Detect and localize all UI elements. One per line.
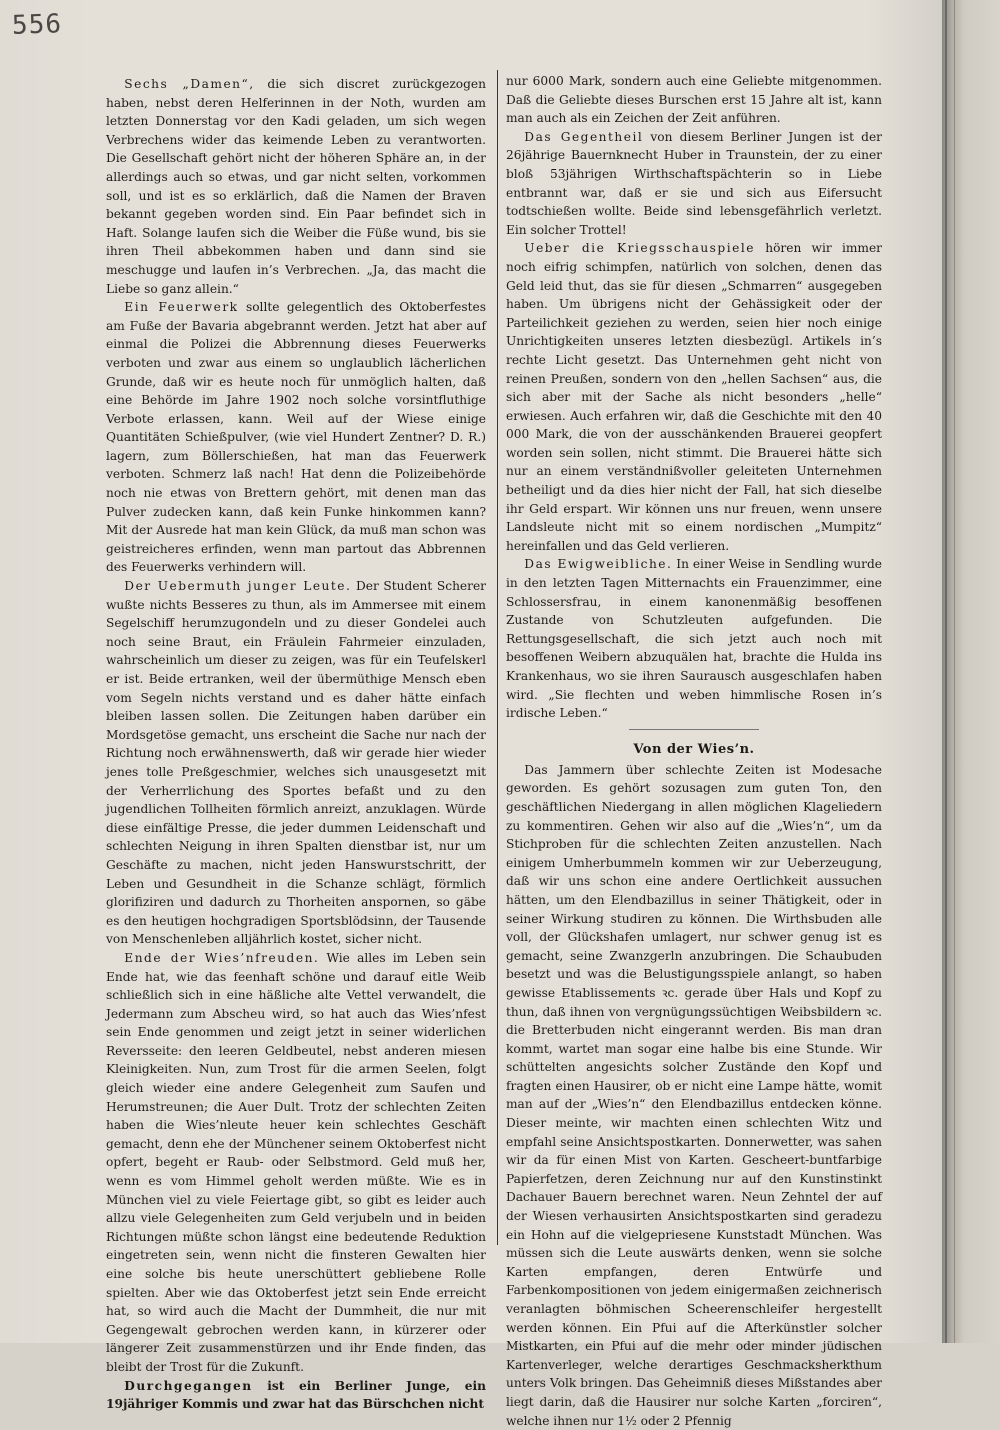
column-divider (497, 70, 498, 1245)
article-gegentheil (506, 128, 882, 240)
section-divider (629, 729, 759, 730)
article-continuation (506, 72, 882, 128)
article-text: nur 6000 Mark, sondern auch eine Geliebte mitgenommen. Daß die Geliebte dieses Burschen erst 15 Jahre alt ist, kann man auch als ein Zeichen der Zeit anführen. (506, 74, 882, 126)
article-lead: Durchgegangen (124, 1378, 253, 1393)
article-text: Der Student Scherer wußte nichts Besseres zu thun, als im Ammersee mit einem Segelschiff herumzugondeln und zu dieser Gondelei auch noch seine Braut, ein Fräulein Fahrmeier einzuladen, wahrscheinlich um dieser zu zeigen, was für ein Teufelskerl er ist. Beide ertranken, weil der übermüthige Mensch eben vom Segeln nichts verstand und es daher hätte einfach bleiben lassen sollen. Die Zeitungen haben darüber ein Mordsgetöse gemacht, uns erscheint die Sache nur nach der Richtung noch erwähnenswerth, daß wir gerade hier wieder jenes tolle Preßgeschmier, welches sich unausgesetzt mit der Verherrlichung des Sportes befaßt und zu den jugendlichen Tollheiten förmlich anreizt, anzuklagen. Würde diese einfältige Presse, die jeder dummen Leidenschaft und schlechten Neigung in ihren Spalten dienstbar ist, nur um Geschäfte zu machen, nicht jeden Hanswurstschritt, der Leben und Gesundheit in die Schanze schlägt, förmlich glorifiziren und dadurch zu Thorheiten anspornen, so gäbe es den heutigen hochgradigen Sportsblödsinn, der Tausende von Menschenleben alljährlich kostet, sicher nicht. (106, 579, 486, 947)
section-heading: Von der Wies’n. (633, 741, 755, 757)
article-damen (106, 75, 486, 298)
left-column (106, 75, 487, 1412)
article-durchgegangen (106, 1377, 486, 1414)
edge-line (954, 0, 955, 1343)
article-von-der-wiesn (506, 761, 882, 1430)
article-text: Wie alles im Leben sein Ende hat, wie das feenhaft schöne und darauf eitle Weib schließlich sich in eine häßliche alte Vettel verwandelt, die Jedermann zum Abscheu wird, so hat auch das Wies’nfest sein Ende genommen und zeigt jetzt in seiner widerlichen Reversseite: den leeren Geldbeutel, nebst anderen miesen Kleinigkeiten. Nun, zum Trost für die armen Seelen, folgt gleich wieder eine andere Gelegenheit zum Saufen und Herumstreunen; die Auer Dult. Trotz der schlechten Zeiten haben die Wies’nleute heuer kein schlechtes Geschäft gemacht, denn ehe der Münchener seinem Oktoberfest nicht opfert, begeht er Raub- oder Selbstmord. Geld muß her, wenn es vom Himmel geholt werden müßte. Wie es in München viel zu viele Feiertage gibt, so gibt es leider auch allzu viele Gelegenheiten zum Geld verjubeln und in beiden Richtungen müßte schon längst eine bedeutende Reduktion eingetreten sein, wenn nicht die finsteren Gewalten hier eine solche bis heute unerschüttert gebliebene Rolle spielten. Aber wie das Oktoberfest jetzt sein Ende erreicht hat, so wird auch die Macht der Dummheit, die nur mit Gegengewalt gebrochen werden kann, in kürzerer oder längerer Zeit zusammenstürzen und ihr Ende finden, das bleibt der Trost für die Zukunft. (106, 950, 486, 1374)
article-lead: Das Gegentheil (524, 129, 644, 144)
article-text: In einer Weise in Sendling wurde in den letzten Tagen Mitternachts ein Frauenzimmer, eine Schlossersfrau, in einem kanonenmäßig besoffenen Zustande von Schutzleuten aufgefunden. Die Rettungsgesellschaft, die sich jetzt auch noch mit besoffenen Weibern abzuquälen hat, brachte die Hulda ins Krankenhaus, wo sie ihren Saurausch ausgeschlafen haben wird. „Sie flechten und weben himmlische Rosen in’s irdische Leben.“ (506, 557, 882, 721)
article-kriegsschauspiele (506, 239, 882, 555)
article-lead: Ueber die Kriegsschauspiele (524, 241, 755, 256)
article-lead: Sechs „Damen“, (124, 77, 255, 91)
article-text: Das Jammern über schlechte Zeiten ist Modesache geworden. Es gehört sozusagen zum guten Ton, den geschäftlichen Niedergang in allen möglichen Klageliedern zu kommentiren. Gehen wir also auf die „Wies’n“, um da Stichproben für die schlechten Zeiten anzustellen. Nach einigem Umherbummeln kommen wir zur Ueberzeugung, daß wir uns schon eine andere Oertlichkeit aussuchen hätten, um den Elendbazillus in seiner Thätigkeit, oder in seiner Wirkung studiren zu können. Die Wirthsbuden alle voll, der Glückshafen umlagert, nur schwer genug ist es gemacht, seine Zwanzgerln anzubringen. Die Schaubuden besetzt und was die Belustigungsspiele anlangt, so haben gewisse Etablissements ꝛc. gerade über Hals und Kopf zu thun, daß ihnen von vergnügungssüchtigen Weibsbildern ꝛc. die Bretterbuden nicht eingerannt werden. Bis man dran kommt, wartet man sogar eine halbe bis eine Stunde. Wir schüttelten angesichts solcher Zustände den Kopf und fragten einen Hausirer, ob er nicht eine Lampe hätte, womit man auf der „Wies’n“ den Elendbazillus entdecken könne. Dieser meinte, wir machten einen schlechten Witz und empfahl seine Ansichtspostkarten. Donnerwetter, was sahen wir da für einen Mist von Karten. Gescheert-buntfarbige Papierfetzen, deren Zeichnung nur auf den Kunstinstinkt Dachauer Bauern berechnet waren. Neun Zehntel der auf der Wiesen verhausirten Ansichtspostkarten sind geradezu ein Hohn auf die vielgepriesene Kunststadt München. Was müssen sich die Leute auswärts denken, wenn sie solche Karten empfangen, deren Entwürfe und Farbenkompositionen von jedem einigermaßen zeichnerisch veranlagten böhmischen Scheerenschleifer hergestellt werden können. Ein Pfui auf die Afterkünstler solcher Mistkarten, ein Pfui auf die mehr oder minder jüdischen Kartenverleger, welche derartiges Geschmacksherkthum unters Volk bringen. Das Geheimniß dieses Mißstandes aber liegt darin, daß die Hausirer nur solche Karten „forciren“, welche ihnen nur 1½ oder 2 Pfennig (506, 762, 882, 1428)
right-column (506, 72, 883, 1428)
article-lead: Ende der Wies’nfreuden. (124, 950, 320, 965)
page-number: 556 (11, 9, 63, 41)
book-spine-edge (942, 0, 1000, 1343)
edge-line (945, 0, 947, 1343)
article-text: die sich discret zurückgezogen haben, nebst deren Helferinnen in der Noth, wurden am letzten Donnerstag vor den Kadi geladen, um sich wegen Verbrechens wider das keimende Leben zu verantworten. Die Gesellschaft gehört nicht der höheren Sphäre an, in der allerdings auch so etwas, und gar nicht selten, vorkommen soll, und ist es so erklärlich, daß die Namen der Braven bekannt gegeben worden sind. Ein Paar befindet sich in Haft. Solange laufen sich die Weiber die Füße wund, bis sie ihren Theil abbekommen haben und dann sind sie meschugge und laufen in’s Verbrechen. „Ja, das macht die Liebe so ganz allein.“ (106, 77, 486, 296)
article-uebermuth (106, 577, 486, 949)
article-feuerwerk (106, 298, 486, 577)
article-lead: Das Ewigweibliche. (524, 557, 673, 572)
article-text: sollte gelegentlich des Oktoberfestes am Fuße der Bavaria abgebrannt werden. Jetzt hat aber auf einmal die Polizei die Abbrennung dieses Feuerwerks verboten und zwar aus einem so unglaublich lächerlichen Grunde, daß wir es heute noch für unmöglich halten, daß eine Behörde im Jahre 1902 noch solche vorsintfluthige Verbote erlassen, kann. Weil auf der Wiese einige Quantitäten Schießpulver, (wie viel Hundert Zentner? D. R.) lagern, zum Böllerschießen, hat man das Feuerwerk verboten. Schmerz laß nach! Hat denn die Polizeibehörde noch nie etwas von Brettern gehört, mit denen man das Pulver zudecken kann, daß kein Funke hinkommen kann? Mit der Ausrede hat man kein Glück, da muß man schon was geistreicheres erfinden, wenn man partout das Abbrennen des Feuerwerks verhindern will. (106, 300, 487, 575)
article-ewigweibliche (506, 555, 882, 722)
article-lead: Der Uebermuth junger Leute. (124, 579, 352, 594)
article-text: ist ein Berliner Junge, ein 19jähriger Kommis und zwar hat das Bürschchen nicht (106, 1378, 486, 1412)
article-lead: Ein Feuerwerk (124, 300, 239, 315)
article-text: hören wir immer noch eifrig schimpfen, natürlich von solchen, denen das Geld leid thut, das sie für diesen „Schmarren“ ausgegeben haben. Um übrigens nicht der Gehässigkeit oder der Parteilichkeit geziehen zu werden, seien hier noch einige Unrichtigkeiten unseres letzten diesbezügl. Artikels in’s rechte Licht gesetzt. Das Unternehmen geht nicht von reinen Preußen, sondern von den „hellen Sachsen“ aus, die sich aber mit der Sache als nicht besonders „helle“ erwiesen. Auch erfahren wir, daß die Geschichte mit den 40 000 Mark, die von der ausschänkenden Brauerei geopfert worden sein sollen, nicht stimmt. Die Brauerei hätte sich nur an einem verständnißvoller geleiteten Unternehmen betheiligt und da dies hier nicht der Fall, hat sich dieselbe ihr Geld erspart. Wir können uns nur freuen, wenn unsere Landsleute nicht mit so einem nordischen „Mumpitz“ hereinfallen und das Geld verlieren. (506, 241, 883, 553)
article-text: von diesem Berliner Jungen ist der 26jährige Bauernknecht Huber in Traunstein, der zu einer bloß 53jährigen Wirthschaftspächterin so in Liebe entbrannt war, daß er sie und sich aus Eifersucht todtschießen wollte. Beide sind lebensgefährlich verletzt. Ein solcher Trottel! (506, 129, 882, 237)
article-wiesnfreuden (106, 949, 486, 1377)
